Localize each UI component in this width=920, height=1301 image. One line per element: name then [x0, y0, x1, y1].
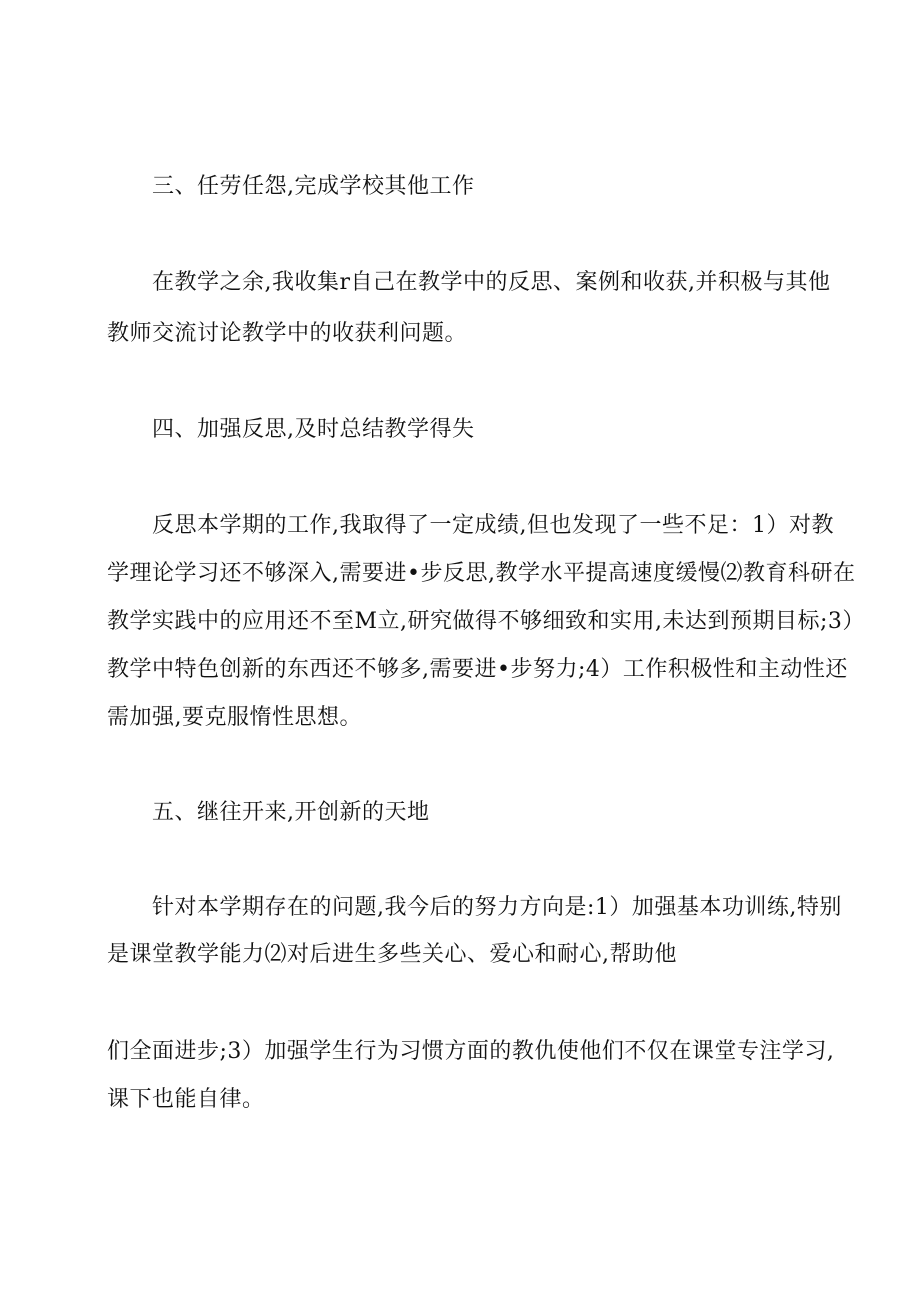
section-5-heading: 五、继往开来,开创新的天地 [152, 800, 430, 825]
section-4-paragraph-line-2: 学理论学习还不够深入,需要进•步反思,教学水平提高速度缓慢⑵教育科研在 [107, 561, 856, 586]
section-5-continuation-line-1: 们全面进步;3）加强学生行为习惯方面的教仇使他们不仅在课堂专注学习, [107, 1039, 835, 1064]
section-4-paragraph-line-5: 需加强,要克服惰性思想。 [107, 705, 362, 730]
section-3-paragraph-line-1: 在教学之余,我收集r自己在教学中的反思、案例和收获,并积极与其他 [152, 270, 831, 295]
section-4-heading: 四、加强反思,及时总结教学得失 [152, 417, 475, 442]
section-3-heading: 三、任劳任怨,完成学校其他工作 [152, 174, 475, 199]
section-5-continuation-line-2: 课下也能自律。 [107, 1087, 265, 1112]
section-4-paragraph-line-3: 教学实践中的应用还不至M立,研究做得不够细致和实用,未达到预期目标;3） [107, 609, 865, 634]
section-5-paragraph-line-1: 针对本学期存在的问题,我今后的努力方向是:1）加强基本功训练,特别 [152, 895, 842, 920]
section-5-paragraph-line-2: 是课堂教学能力⑵对后进生多些关心、爱心和耐心,帮助他 [107, 942, 677, 967]
section-3-paragraph-line-2: 教师交流讨论教学中的收获利问题。 [107, 321, 468, 346]
section-4-paragraph-line-1: 反思本学期的工作,我取得了一定成绩,但也发现了一些不足：1）对教 [152, 513, 834, 538]
section-4-paragraph-line-4: 教学中特色创新的东西还不够多,需要进•步努力;4）工作积极性和主动性还 [107, 657, 848, 682]
